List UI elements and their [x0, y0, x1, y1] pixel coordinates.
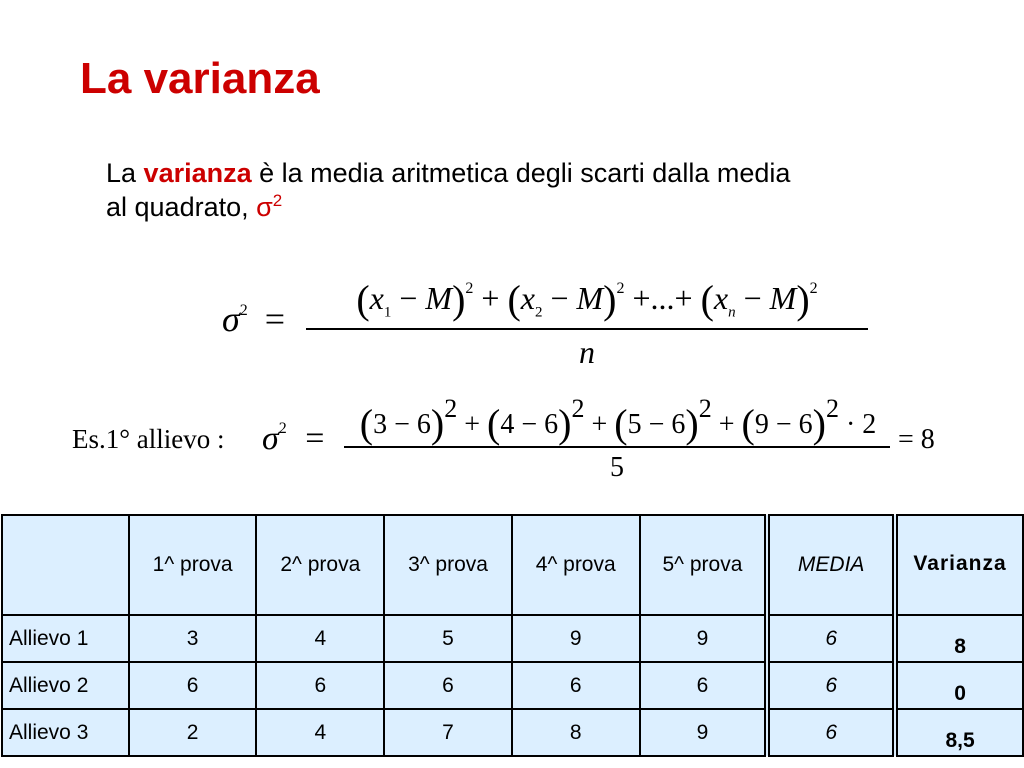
score-cell: 6 — [640, 662, 768, 709]
header-media: MEDIA — [767, 515, 895, 615]
sigma-exponent: 2 — [272, 191, 283, 210]
score-cell: 4 — [256, 709, 384, 756]
multiplier: · 2 — [845, 409, 877, 440]
table-row — [2, 662, 1023, 709]
varianza-cell: 8 — [895, 615, 1023, 662]
score-cell: 3 — [129, 615, 257, 662]
header-prova-2: 2^ prova — [256, 515, 384, 615]
exp-3: 2 — [809, 280, 818, 297]
mean-3: M — [769, 280, 797, 316]
scores-table — [1, 514, 1024, 757]
plus-3: + — [674, 280, 693, 316]
formula-sigma-exp: 2 — [239, 302, 248, 319]
ellipsis: ... — [650, 280, 675, 316]
term-3-value: 5 — [627, 409, 642, 440]
header-empty-cell — [2, 515, 129, 615]
term-2-mean: 6 — [544, 409, 559, 440]
example-denominator: 5 — [610, 452, 624, 483]
slide-title: La varianza — [80, 54, 320, 103]
header-varianza: Varianza — [895, 515, 1023, 615]
formula-lhs — [222, 298, 285, 340]
score-cell: 7 — [384, 709, 512, 756]
x2-var: x — [520, 280, 535, 316]
score-cell: 8 — [512, 709, 640, 756]
header-prova-5: 5^ prova — [640, 515, 768, 615]
term-1-exp: 2 — [444, 394, 458, 423]
formula-numerator: $(x_1 - M)^2 + (x_2 - M)^2$ +...+ $(x_n - M)^2$ — [356, 277, 818, 322]
score-cell: 4 — [256, 615, 384, 662]
minus-3: − — [743, 280, 762, 316]
header-prova-3: 3^ prova — [384, 515, 512, 615]
media-cell: 6 — [767, 615, 895, 662]
example-label: Es.1° allievo : — [72, 424, 225, 454]
varianza-cell: 8,5 — [895, 709, 1023, 756]
score-cell: 2 — [129, 709, 257, 756]
example-lhs — [262, 420, 324, 458]
media-cell: 6 — [767, 662, 895, 709]
media-cell: 6 — [767, 709, 895, 756]
x1-sub: 1 — [383, 304, 392, 321]
mean-2: M — [576, 280, 604, 316]
plus-1: + — [481, 280, 500, 316]
sigma-symbol: σ — [256, 192, 273, 222]
example-numerator: (3 − 6)2 + (4 − 6)2 + (5 − 6)2 + (9 − 6)2 · 2 — [359, 394, 877, 446]
exp-2: 2 — [616, 280, 625, 297]
score-cell: 5 — [384, 615, 512, 662]
mean-1: M — [425, 280, 453, 316]
varianza-cell: 0 — [895, 662, 1023, 709]
x2-sub: 2 — [534, 304, 543, 321]
score-cell: 6 — [512, 662, 640, 709]
header-prova-4: 4^ prova — [512, 515, 640, 615]
score-cell: 6 — [129, 662, 257, 709]
score-cell: 9 — [640, 615, 768, 662]
score-cell: 6 — [256, 662, 384, 709]
formula-sigma: σ — [222, 299, 240, 339]
term-1-mean: 6 — [416, 409, 431, 440]
term-4-exp: 2 — [825, 394, 839, 423]
minus-2: − — [550, 280, 569, 316]
term-1-value: 3 — [373, 409, 388, 440]
table-header-row — [2, 515, 1023, 615]
example-equals: = — [305, 420, 325, 457]
plus-2: + — [632, 280, 651, 316]
table-row — [2, 615, 1023, 662]
xn-sub: n — [728, 304, 736, 321]
fraction-bar — [306, 328, 868, 330]
score-cell: 9 — [640, 709, 768, 756]
score-cell: 6 — [384, 662, 512, 709]
row-label: Allievo 1 — [2, 615, 129, 662]
table-row — [2, 709, 1023, 756]
formula-equals: = — [264, 299, 286, 339]
example-fraction-bar — [344, 446, 890, 448]
definition-part2: è la media aritmetica degli scarti dalla media al quadrato, — [106, 158, 791, 222]
exp-1: 2 — [465, 280, 474, 297]
xn-var: x — [713, 280, 729, 316]
formula-denominator: n — [579, 334, 595, 370]
term-3-mean: 6 — [671, 409, 686, 440]
example-result: = 8 — [898, 424, 935, 455]
header-prova-1: 1^ prova — [129, 515, 257, 615]
definition-text — [106, 156, 806, 224]
x1-var: x — [369, 280, 384, 316]
minus-1: − — [399, 280, 418, 316]
example-sigma-exp: 2 — [278, 420, 287, 437]
term-2-value: 4 — [500, 409, 515, 440]
term-2-exp: 2 — [571, 394, 585, 423]
row-label: Allievo 3 — [2, 709, 129, 756]
definition-keyword: varianza — [143, 158, 252, 188]
term-4-value: 9 — [754, 409, 769, 440]
term-4-mean: 6 — [798, 409, 813, 440]
score-cell: 9 — [512, 615, 640, 662]
example-sigma: σ — [262, 420, 279, 457]
row-label: Allievo 2 — [2, 662, 129, 709]
definition-part1: La — [106, 158, 144, 188]
term-3-exp: 2 — [698, 394, 712, 423]
